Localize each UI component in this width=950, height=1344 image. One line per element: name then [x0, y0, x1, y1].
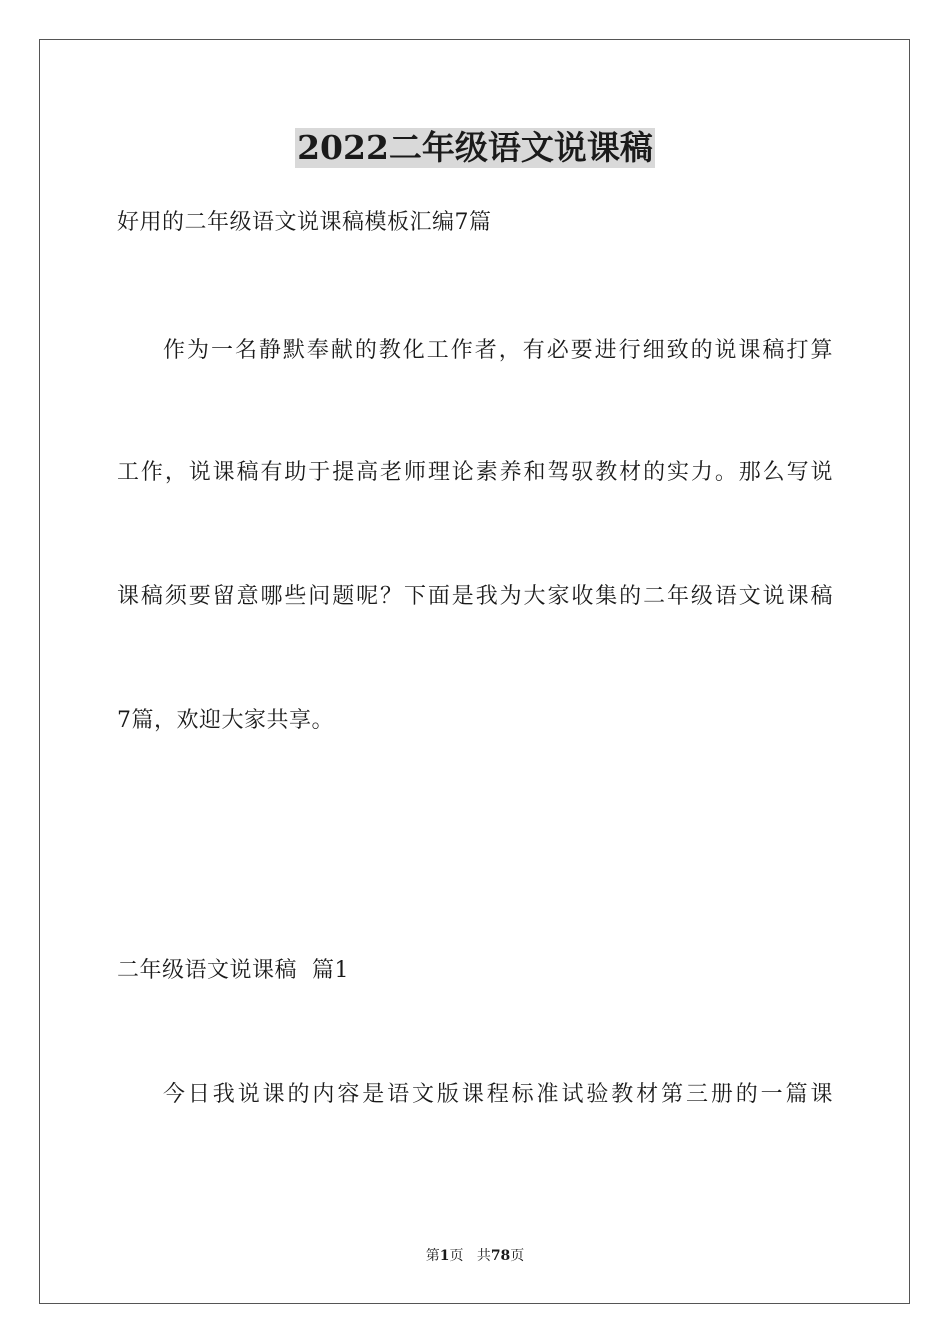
document-title: 2022二年级语文说课稿 — [297, 128, 653, 167]
section-heading: 二年级语文说课稿 篇1 — [117, 958, 349, 983]
document-subtitle: 好用的二年级语文说课稿模板汇编7篇 — [117, 210, 492, 235]
footer-page-prefix: 第 — [425, 1248, 440, 1264]
intro-line-3: 课稿须要留意哪些问题呢？下面是我为大家收集的二年级语文说课稿 — [117, 584, 833, 609]
footer-total-suffix: 页 — [510, 1248, 525, 1264]
title-container — [0, 128, 950, 168]
footer-page-number: 1 — [439, 1248, 450, 1264]
footer-total-prefix: 共 — [476, 1248, 491, 1264]
footer-total-pages: 78 — [490, 1248, 511, 1264]
footer-page-suffix: 页 — [449, 1248, 464, 1264]
intro-line-2: 工作，说课稿有助于提高老师理论素养和驾驭教材的实力。那么写说 — [117, 460, 833, 485]
intro-line-1: 作为一名静默奉献的教化工作者，有必要进行细致的说课稿打算 — [163, 338, 833, 363]
intro-line-4: 7篇，欢迎大家共享。 — [117, 708, 334, 733]
section-first-line: 今日我说课的内容是语文版课程标准试验教材第三册的一篇课 — [163, 1082, 833, 1107]
page-footer — [0, 1247, 950, 1265]
